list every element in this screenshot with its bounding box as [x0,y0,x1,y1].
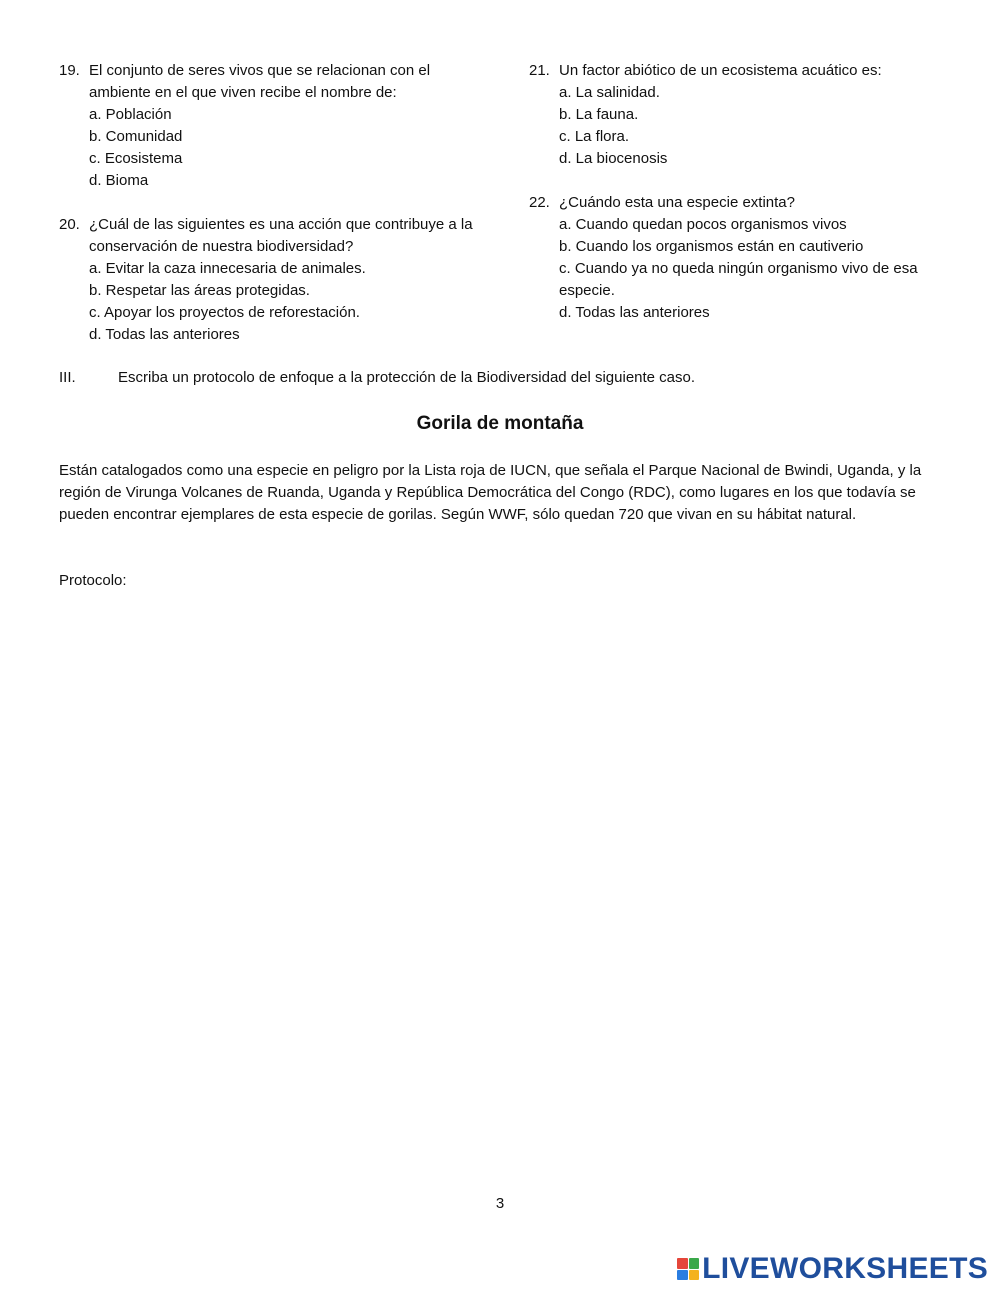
option-d: d. La biocenosis [559,150,668,167]
right-column [529,60,949,346]
option-d: d. Bioma [89,172,149,189]
question-stem: ¿Cuál de las siguientes es una acción que contribuye a la conservación de nuestra biodiversidad? [89,216,473,255]
question-21 [529,60,949,170]
option-b: b. Respetar las áreas protegidas. [89,282,310,299]
liveworksheets-wordmark: LIVEWORKSHEETS [702,1252,988,1285]
question-number: 21. [529,62,550,79]
option-c: c. Cuando ya no queda ningún organismo vivo de esa especie. [559,260,918,299]
page-number: 3 [495,1195,505,1212]
option-b: b. Cuando los organismos están en cautiverio [559,238,864,255]
question-20 [59,214,489,346]
protocol-label: Protocolo: [59,572,127,589]
option-a: a. Población [89,106,172,123]
question-19 [59,60,489,192]
option-c: c. Ecosistema [89,150,183,167]
option-c: c. La flora. [559,128,630,145]
question-stem: El conjunto de seres vivos que se relacionan con el ambiente en el que viven recibe el nombre de: [89,62,431,101]
option-a: a. Cuando quedan pocos organismos vivos [559,216,847,233]
mark-yellow [689,1270,700,1281]
option-d: d. Todas las anteriores [89,326,240,343]
option-a: a. Evitar la caza innecesaria de animales. [89,260,366,277]
left-column [59,60,489,368]
option-b: b. Comunidad [89,128,183,145]
question-number: 19. [59,62,80,79]
question-number: 20. [59,216,80,233]
liveworksheets-mark-icon [677,1258,699,1280]
section-numeral: III. [59,369,76,386]
option-d: d. Todas las anteriores [559,304,710,321]
question-stem: ¿Cuándo esta una especie extinta? [559,194,795,211]
section-instruction: Escriba un protocolo de enfoque a la protección de la Biodiversidad del siguiente caso. [118,369,696,386]
mark-red [677,1258,688,1269]
question-number: 22. [529,194,550,211]
question-22 [529,192,949,324]
mark-green [689,1258,700,1269]
case-title: Gorila de montaña [416,413,584,434]
liveworksheets-logo [677,1253,988,1285]
option-c: c. Apoyar los proyectos de reforestación. [89,304,360,321]
option-a: a. La salinidad. [559,84,660,101]
case-paragraph: Están catalogados como una especie en peligro por la Lista roja de IUCN, que señala el Parque Nacional de Bwindi, Uganda, y la región de Virunga Volcanes de Ruanda, Uganda y República Democrática del Congo (RDC), como lugares en los que todavía se pueden encontrar ejemplares de esta especie de gorilas. Según WWF, sólo quedan 720 que vivan en su hábitat natural. [59,462,922,523]
option-b: b. La fauna. [559,106,639,123]
mark-blue [677,1270,688,1281]
question-stem: Un factor abiótico de un ecosistema acuático es: [559,62,882,79]
